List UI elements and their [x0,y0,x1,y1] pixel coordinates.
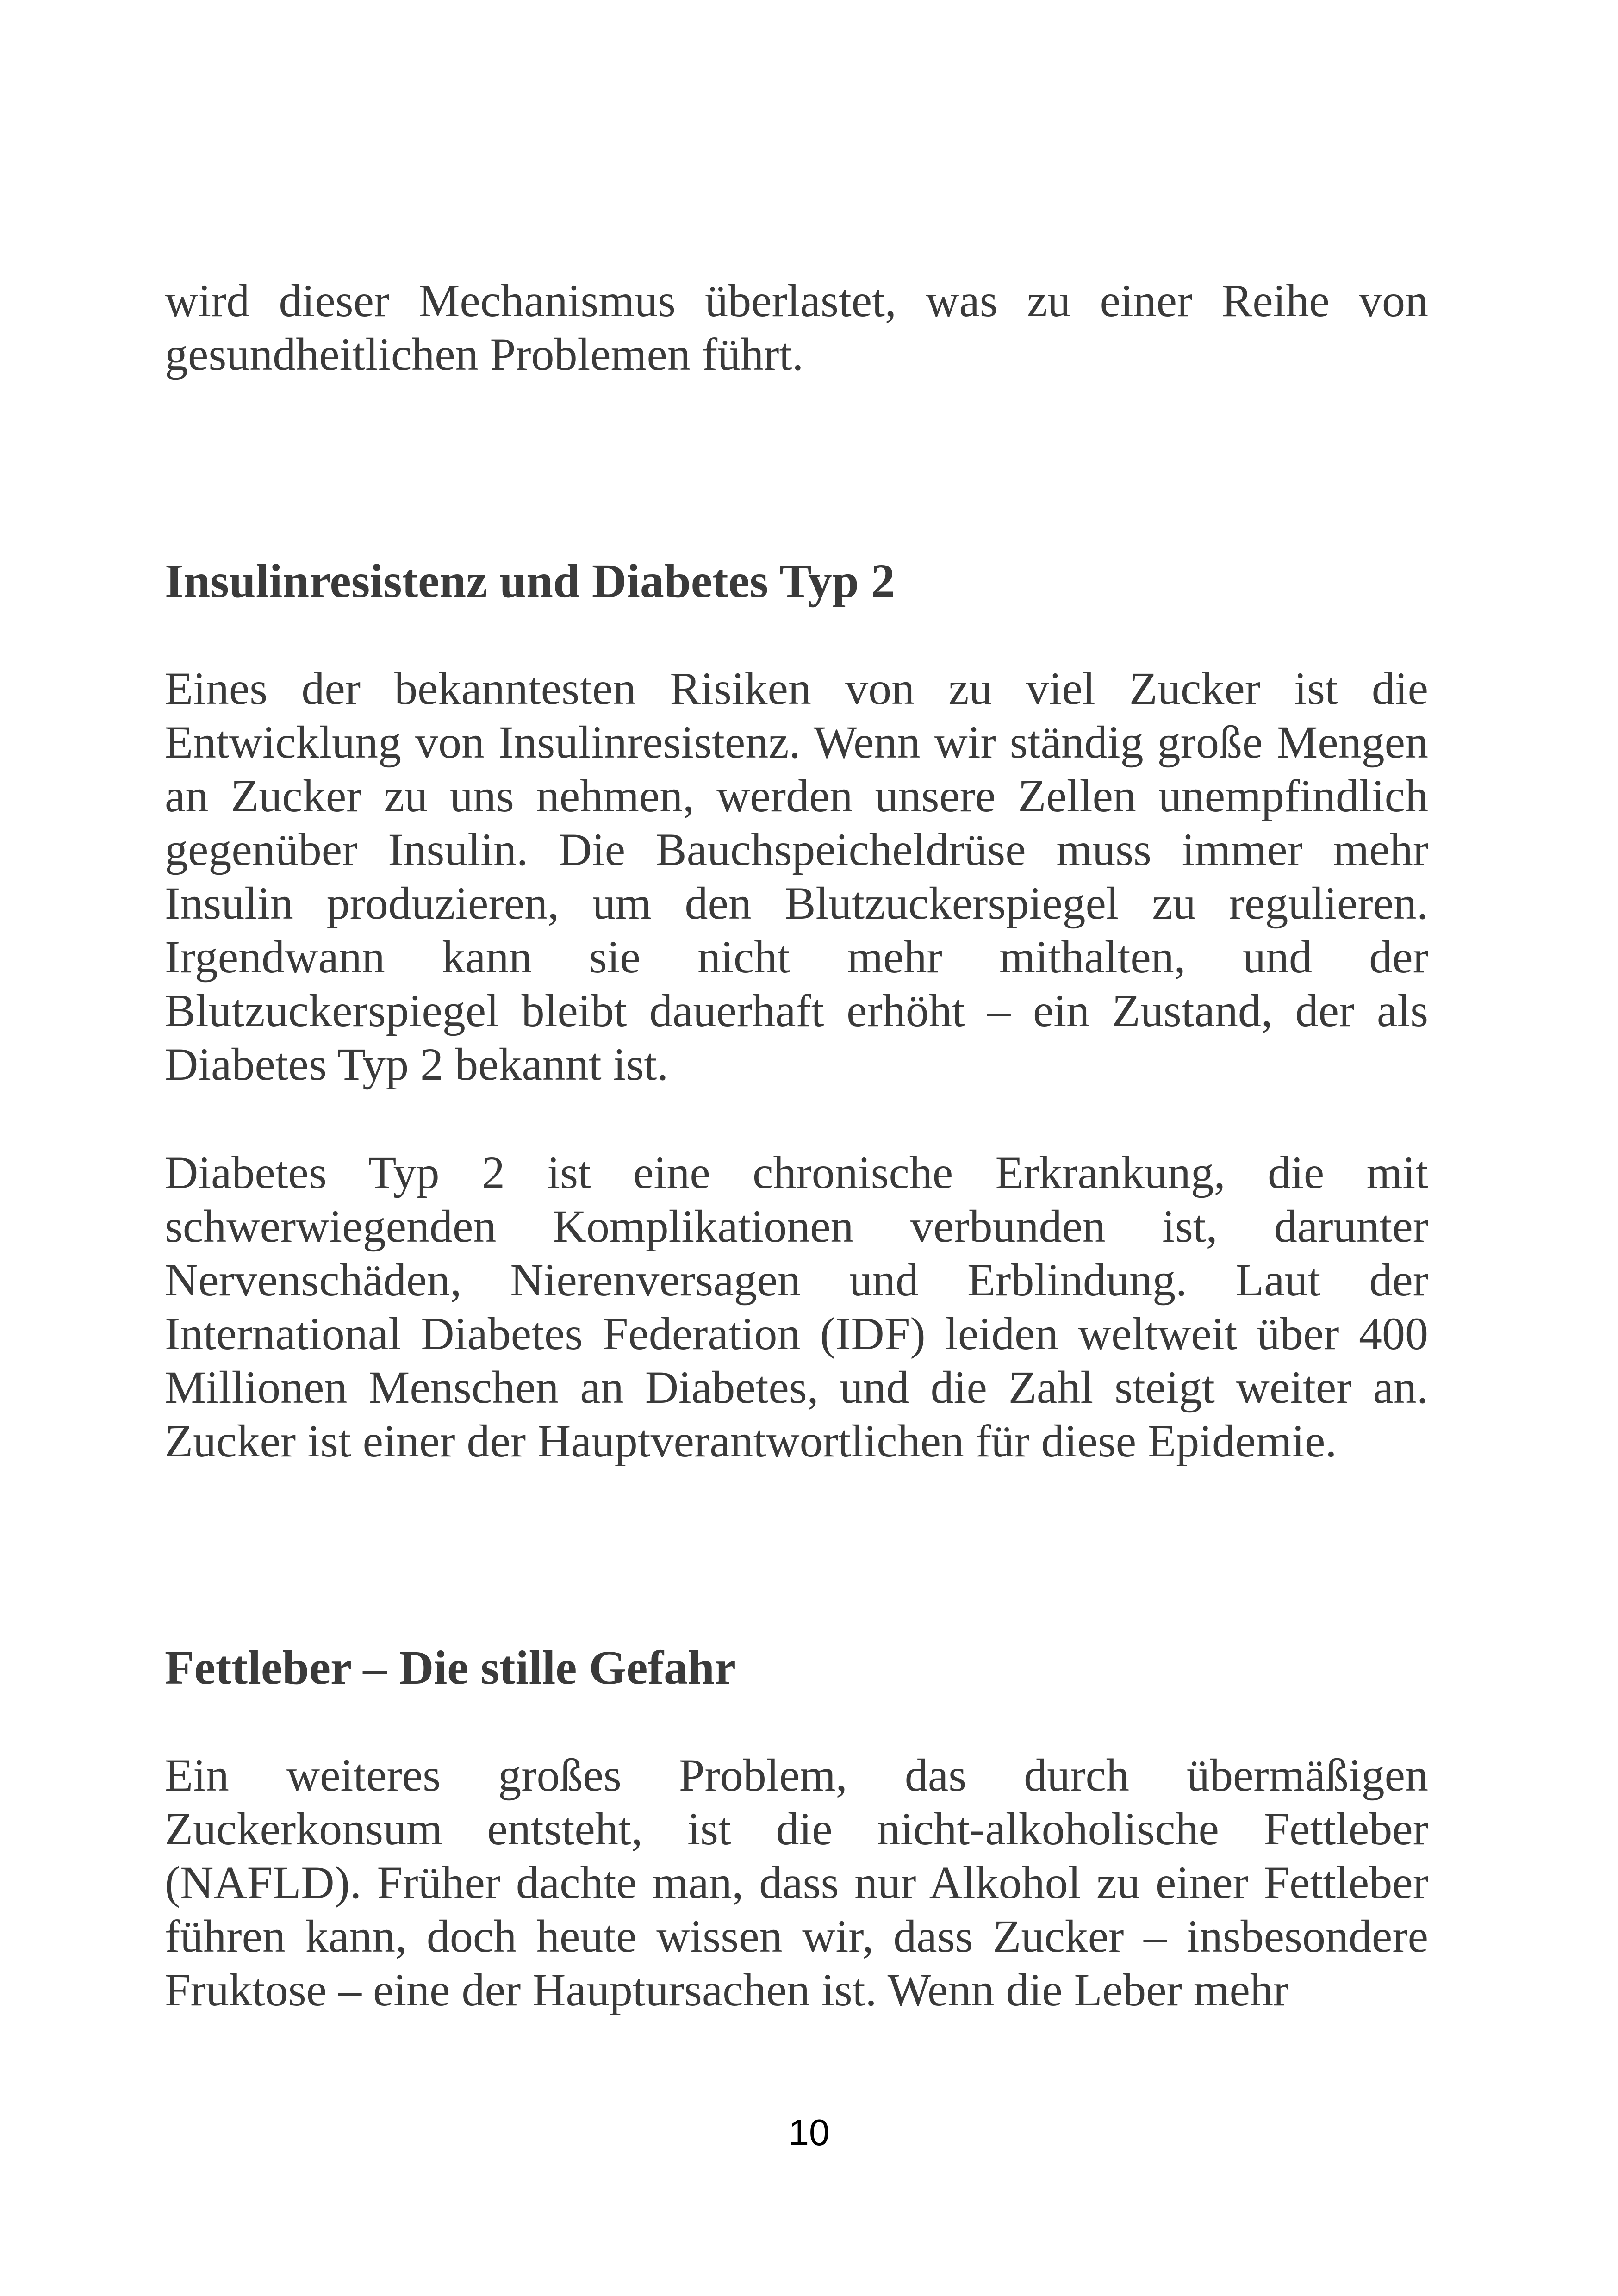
paragraph-insulinresistenz-1: Eines der bekanntesten Risiken von zu viel Zucker ist die Entwicklung von Insulinresistenz. Wenn wir ständig große Mengen an Zucker zu uns nehmen, werden unsere Zellen unempfindlich gegenüber Insulin. Die Bauchspeicheldrüse muss immer mehr Insulin produzieren, um den Blutzuckerspiegel zu regulieren. Irgendwann kann sie nicht mehr mithalten, und der Blutzuckerspiegel bleibt dauerhaft erhöht – ein Zustand, der als Diabetes Typ 2 bekannt ist. [165,663,1428,1090]
paragraph-fettleber-1: Ein weiteres großes Problem, das durch übermäßigen Zuckerkonsum entsteht, ist die nicht-alkoholische Fettleber (NAFLD). Früher dachte man, dass nur Alkohol zu einer Fettleber führen kann, doch heute wissen wir, dass Zucker – insbesondere Fruktose – eine der Hauptursachen ist. Wenn die Leber mehr [165,1749,1428,2016]
heading-fettleber: Fettleber – Die stille Gefahr [165,1641,736,1694]
paragraph-insulinresistenz-2: Diabetes Typ 2 ist eine chronische Erkrankung, die mit schwerwiegenden Komplikationen verbunden ist, darunter Nervenschäden, Nierenversagen und Erblindung. Laut der International Diabetes Federation (IDF) leiden weltweit über 400 Millionen Menschen an Diabetes, und die Zahl steigt weiter an. Zucker ist einer der Hauptverantwortlichen für diese Epidemie. [165,1147,1428,1467]
heading-insulinresistenz: Insulinresistenz und Diabetes Typ 2 [165,554,895,608]
paragraph-intro: wird dieser Mechanismus überlastet, was zu einer Reihe von gesundheitlichen Problemen führt. [165,275,1428,380]
page-number: 10 [788,2112,830,2153]
